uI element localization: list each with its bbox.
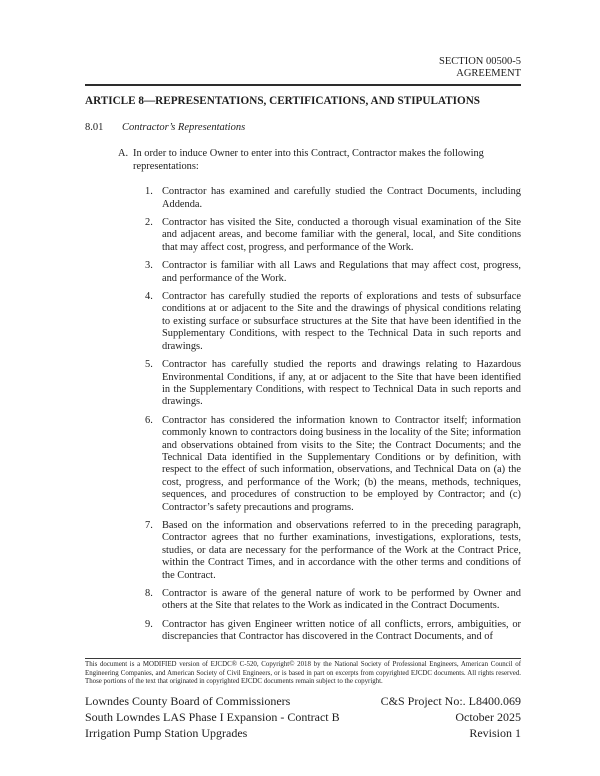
page-footer (85, 658, 521, 741)
list-item-text: Based on the information and observations referred to in the preceding paragraph, Contractor agrees that no further examinations, investigations, explorations, tests, studies, or data are necessary for the performance of the Work at the Contract Price, within the Contract Times, and in accordance with the other terms and conditions of the Contract. (162, 519, 521, 581)
footer-date: October 2025 (455, 709, 521, 724)
footer-project-info (85, 693, 340, 741)
footer-divider (85, 658, 521, 659)
header-divider (85, 84, 521, 86)
list-item-text: Contractor has carefully studied the reports of explorations and tests of subsurface conditions at or adjacent to the Site and the drawings of physical conditions relating to existing surface or subsurface structures at the Site that have been identified in the Supplementary Conditions, with respect to the Technical Data in such reports and drawings. (162, 291, 521, 352)
footer-project-name: South Lowndes LAS Phase I Expansion - Contract B (85, 709, 340, 724)
list-item (145, 588, 521, 613)
list-item-number: 2. (145, 217, 153, 229)
paragraph-a (118, 148, 521, 173)
footer-info (85, 693, 521, 741)
list-item (145, 260, 521, 285)
list-item-number: 6. (145, 414, 153, 426)
list-item (145, 186, 521, 211)
representations-list (145, 186, 521, 643)
header-doc-type: AGREEMENT (456, 68, 521, 79)
list-item (145, 359, 521, 409)
list-item-number: 1. (145, 186, 153, 198)
list-item-text: Contractor has examined and carefully studied the Contract Documents, including Addenda. (162, 186, 521, 210)
footer-owner: Lowndes County Board of Commissioners (85, 693, 291, 708)
list-item-number: 5. (145, 359, 153, 371)
copyright-notice: This document is a MODIFIED version of EJCDC® C-520, Copyright© 2018 by the National Society of Professional Engineers, American Council of Engineering Companies, and American Society of Civil Engineers, or is based in part on excerpts from copyrighted EJCDC documents. All rights reserved. Those portions of the text that originated in copyrighted EJCDC documents remain subject to the copyright. (85, 661, 521, 686)
list-item (145, 291, 521, 353)
footer-meta-info (381, 693, 521, 741)
section-heading (85, 122, 521, 134)
footer-revision: Revision 1 (469, 725, 521, 740)
list-item (145, 520, 521, 582)
list-item-number: 7. (145, 519, 153, 531)
paragraph-a-label: A. (118, 148, 129, 160)
list-item (145, 415, 521, 514)
list-item-text: Contractor is familiar with all Laws and Regulations that may affect cost, progress, and performance of the Work. (162, 260, 521, 284)
list-item-text: Contractor has given Engineer written notice of all conflicts, errors, ambiguities, or discrepancies that Contractor has discovered in the Contract Documents, and of (162, 618, 521, 643)
list-item-number: 9. (145, 618, 153, 630)
list-item-text: Contractor is aware of the general nature of work to be performed by Owner and others at the Site that relates to the Work as indicated in the Contract Documents. (162, 588, 521, 612)
article-title: ARTICLE 8—REPRESENTATIONS, CERTIFICATIONS, AND STIPULATIONS (85, 95, 480, 107)
list-item (145, 217, 521, 254)
footer-project-description: Irrigation Pump Station Upgrades (85, 725, 248, 740)
list-item (145, 619, 521, 644)
section-title: Contractor’s Representations (122, 122, 246, 133)
page-header (85, 56, 521, 80)
footer-project-number: C&S Project No:. L8400.069 (380, 693, 521, 708)
list-item-number: 8. (145, 588, 153, 599)
list-item-number: 3. (145, 260, 153, 272)
page-content (85, 56, 521, 650)
list-item-text: Contractor has visited the Site, conducted a thorough visual examination of the Site and adjacent areas, and become familiar with the general, local, and Site conditions that may affect cost, progress, and performance of the Work. (162, 217, 521, 253)
paragraph-a-text: In order to induce Owner to enter into this Contract, Contractor makes the following representations: (133, 148, 484, 172)
list-item-text: Contractor has considered the information known to Contractor itself; information commonly known to contractors doing business in the locality of the Site; information and observations obtained from visits to the Site; the Contract Documents; and the Technical Data identified in the Supplementary Conditions or by definition, with respect to the effect of such information, observations, and Technical Data on (a) the cost, progress, and performance of the Work; (b) the means, methods, techniques, sequences, and procedures of construction to be employed by Contractor; and (c) Contractor’s safety precautions and programs. (162, 414, 521, 513)
header-section-number: SECTION 00500-5 (439, 56, 521, 67)
list-item-text: Contractor has carefully studied the reports and drawings relating to Hazardous Environmental Conditions, if any, at or adjacent to the Site that have been identified in the Supplementary Conditions, with respect to Technical Data in such reports and drawings. (162, 359, 521, 408)
section-number: 8.01 (85, 122, 104, 133)
list-item-number: 4. (145, 291, 153, 303)
